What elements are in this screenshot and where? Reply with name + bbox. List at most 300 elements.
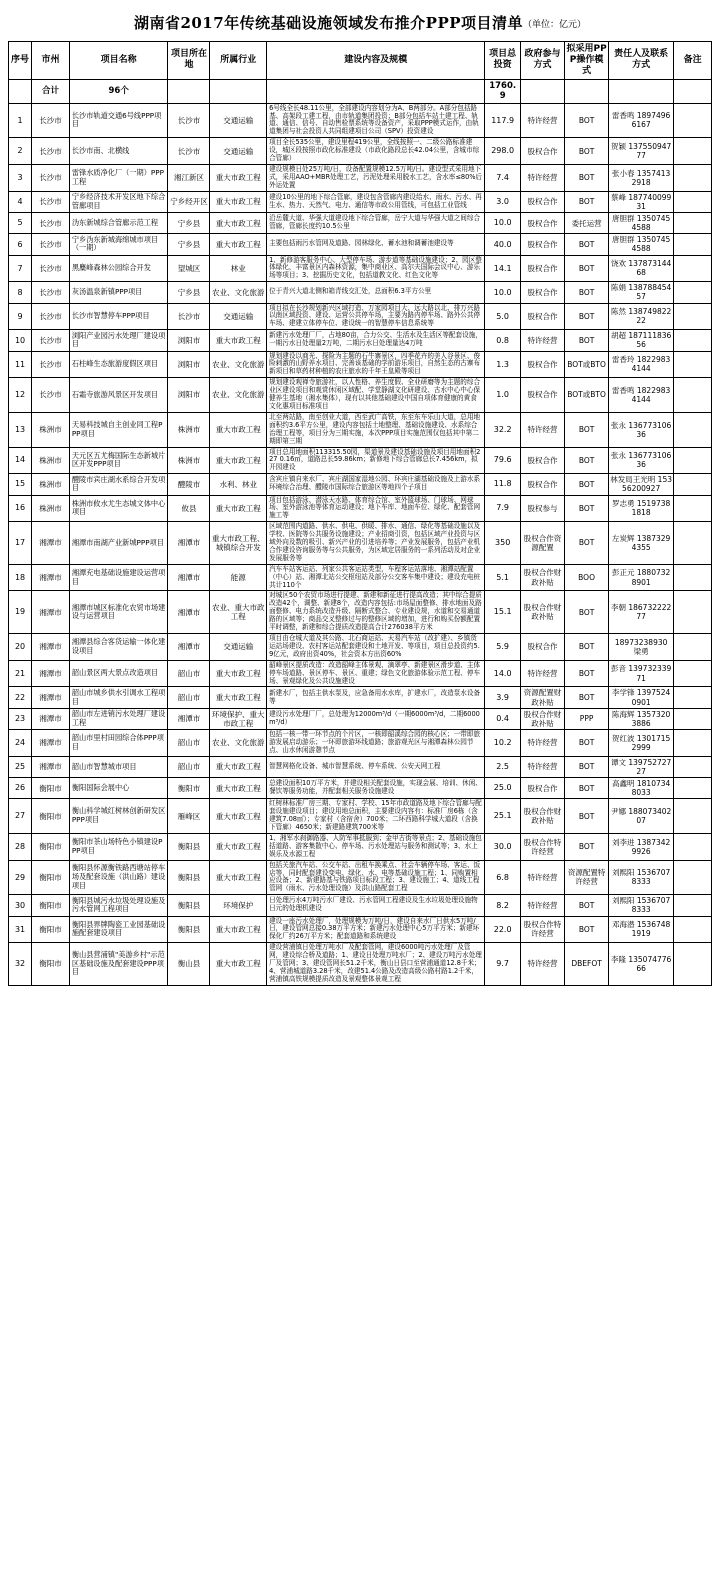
cell-desc: 建设营浦镇日处理万吨水厂及配套管网，建设6000吨污水处理厂及管网，建设综合桥及道路；1、建设日处理万吨水厂；2、建设万吨污水处理厂及管网；3、建设管网长51.2千米，衡山日县口至营浦通道12.8千米；4、营浦城道路3.28千米，改建51.4公路及改造高级公路村路1.2千米，营浦镇高铁规模提质改造及景观整体景观工程 bbox=[267, 943, 485, 986]
column-header-7: 政府参与方式 bbox=[521, 42, 565, 80]
cell-gov: 股权合作 bbox=[521, 447, 565, 474]
cell-industry: 重大市政工程、城镇综合开发 bbox=[210, 522, 267, 565]
column-header-5: 建设内容及规模 bbox=[267, 42, 485, 80]
cell-desc: 6号线全长48.11公里，全部建设内容划分为A、B两部分。A部分包括路基、高架段工建工程，由市轨道集团投资；B部分包括车站土建工程、轨道、通信、信号、自动售检票系统等设备资产，采取PPP模式运作，由轨道集团与社会投资人共同组建项目公司（SPV）投资建设 bbox=[267, 103, 485, 138]
column-header-4: 所属行业 bbox=[210, 42, 267, 80]
document-title-area bbox=[8, 6, 712, 41]
cell-contact: 刘熙阳 15367078333 bbox=[609, 895, 674, 916]
cell-gov: 资源配置财政补贴 bbox=[521, 687, 565, 708]
column-header-9: 责任人及联系方式 bbox=[609, 42, 674, 80]
cell-no: 19 bbox=[9, 591, 32, 634]
cell-no: 21 bbox=[9, 660, 32, 687]
cell-note bbox=[674, 591, 712, 634]
cell-amount: 117.9 bbox=[485, 103, 521, 138]
table-row bbox=[9, 447, 712, 474]
cell-amount: 2.5 bbox=[485, 756, 521, 777]
cell-amount: 298.0 bbox=[485, 138, 521, 165]
cell-desc: 韶峰景区提质改造：改造韶峰主体景观、滴翠亭、新建景区滑步道、主体停车场道路、景区停车、景区、重建；绿色文化旅游体验示范工程、停车场、景观绿化及公共设施建设 bbox=[267, 660, 485, 687]
table-row bbox=[9, 708, 712, 729]
cell-note bbox=[674, 212, 712, 233]
cell-no: 20 bbox=[9, 634, 32, 661]
cell-mode: BOT bbox=[565, 330, 609, 351]
cell-name: 衡山科学城红树林创新研发区PPP项目 bbox=[69, 799, 168, 834]
cell-note bbox=[674, 282, 712, 303]
cell-amount: 7.9 bbox=[485, 495, 521, 522]
cell-city: 株洲市 bbox=[32, 474, 70, 495]
table-row bbox=[9, 634, 712, 661]
cell-gov: 股权合作 bbox=[521, 351, 565, 378]
cell-city: 长沙市 bbox=[32, 191, 70, 212]
cell-loc: 韶山市 bbox=[168, 687, 210, 708]
cell-note bbox=[674, 164, 712, 191]
cell-mode: 委托运营 bbox=[565, 212, 609, 233]
cell-industry: 林业 bbox=[210, 255, 267, 282]
cell-desc: 日处理污水4万吨污水厂建设、污水管网工程建设及生水垃圾处理设施物日元的处理机建设 bbox=[267, 895, 485, 916]
cell-note bbox=[674, 191, 712, 212]
cell-amount: 14.1 bbox=[485, 255, 521, 282]
cell-mode: BOT bbox=[565, 799, 609, 834]
cell-contact: 高鑫明 18107348033 bbox=[609, 778, 674, 799]
cell-no: 23 bbox=[9, 708, 32, 729]
cell-city: 株洲市 bbox=[32, 412, 70, 447]
cell-note bbox=[674, 687, 712, 708]
cell-desc: 建设一座污水处理厂，处理规模为万吨/日，建设自来水厂日供水5万吨/日，建设管网总接0.38万平方米；新建污水处理中心5万平方米；新建环保化厂约26万平方米；配套道路和系统建设 bbox=[267, 916, 485, 943]
cell-name: 黑麋峰森林公园综合开发 bbox=[69, 255, 168, 282]
cell-note bbox=[674, 833, 712, 860]
cell-gov: 股权合作特许经营 bbox=[521, 916, 565, 943]
cell-loc: 长沙市 bbox=[168, 138, 210, 165]
cell-mode: BOT bbox=[565, 191, 609, 212]
cell-contact: 李隆 13507477666 bbox=[609, 943, 674, 986]
cell-amount: 10.0 bbox=[485, 212, 521, 233]
cell-desc: 项目包括游泳、潜泳天水路、体育综合馆、室外篮球场、门球场、网球场、室外游泳池等体育运动建设；地下车库、地面车位、绿化、配套管网施工等 bbox=[267, 495, 485, 522]
cell-industry: 重大市政工程 bbox=[210, 660, 267, 687]
cell-loc: 长沙市 bbox=[168, 103, 210, 138]
cell-name: 宁乡经济技术开发区地下综合管廊项目 bbox=[69, 191, 168, 212]
column-header-1: 市州 bbox=[32, 42, 70, 80]
cell-contact: 陈海辉 13573203886 bbox=[609, 708, 674, 729]
total-cell-2: 96个 bbox=[69, 79, 168, 103]
table-row bbox=[9, 255, 712, 282]
cell-city: 衡阳市 bbox=[32, 943, 70, 986]
cell-mode: BOT bbox=[565, 833, 609, 860]
cell-city: 长沙市 bbox=[32, 103, 70, 138]
total-cell-3 bbox=[168, 79, 210, 103]
cell-loc: 雁峰区 bbox=[168, 799, 210, 834]
cell-desc: 红树林标准厂房三期、专家村、学校、15年市政道路及地下综合管廊与配套设施建设项目；建设用地总面积，主要建设内容有：标准厂房6栋（含建筑7.08㎡）；专家村（含宿舍）700米；二环西路科学城大道段（含换下管廊）4650米；新建路建筑700米等 bbox=[267, 799, 485, 834]
table-row bbox=[9, 660, 712, 687]
cell-loc: 宁乡县 bbox=[168, 234, 210, 255]
cell-contact: 雷香玲 18229834144 bbox=[609, 351, 674, 378]
cell-contact: 谭文 13975272727 bbox=[609, 756, 674, 777]
cell-name: 株洲市攸水尤生态城文体中心项目 bbox=[69, 495, 168, 522]
cell-loc: 浏阳市 bbox=[168, 330, 210, 351]
cell-no: 2 bbox=[9, 138, 32, 165]
cell-loc: 宁乡县 bbox=[168, 282, 210, 303]
cell-industry: 重大市政工程 bbox=[210, 191, 267, 212]
cell-note bbox=[674, 351, 712, 378]
cell-name: 浏阳产业园污水处理厂建设项目 bbox=[69, 330, 168, 351]
cell-city: 湘潭市 bbox=[32, 687, 70, 708]
column-header-6: 项目总投资 bbox=[485, 42, 521, 80]
cell-desc: 规划建设观禅寺旅游社，以人性格、养生度假、全业研磨等为主题的综合业区建设项目和观赏休闲区域配、学堂静湖文化研建设、古水中心中心保健养生基地（湘水集体），现有以其他基础建设中国自项体育健康的黄食文化惠项目标准项目 bbox=[267, 378, 485, 413]
table-total-row bbox=[9, 79, 712, 103]
cell-amount: 1.0 bbox=[485, 378, 521, 413]
cell-city: 衡阳市 bbox=[32, 833, 70, 860]
cell-industry: 重大市政工程 bbox=[210, 860, 267, 895]
cell-loc: 宁乡县 bbox=[168, 212, 210, 233]
cell-amount: 7.4 bbox=[485, 164, 521, 191]
cell-no: 3 bbox=[9, 164, 32, 191]
cell-loc: 韶山市 bbox=[168, 756, 210, 777]
table-row bbox=[9, 799, 712, 834]
cell-industry: 农业、重大市政工程 bbox=[210, 591, 267, 634]
table-row bbox=[9, 756, 712, 777]
cell-city: 湘潭市 bbox=[32, 660, 70, 687]
cell-note bbox=[674, 708, 712, 729]
cell-mode: PPP bbox=[565, 708, 609, 729]
table-row bbox=[9, 303, 712, 330]
cell-note bbox=[674, 522, 712, 565]
cell-loc: 衡山县 bbox=[168, 943, 210, 986]
cell-loc: 湘潭市 bbox=[168, 708, 210, 729]
cell-industry: 环境保护、重大市政工程 bbox=[210, 708, 267, 729]
cell-note bbox=[674, 895, 712, 916]
cell-mode: BOT bbox=[565, 660, 609, 687]
cell-industry: 交通运输 bbox=[210, 103, 267, 138]
cell-name: 天元区五尤梅国际生态新城片区开发PPP项目 bbox=[69, 447, 168, 474]
cell-no: 32 bbox=[9, 943, 32, 986]
cell-mode: BOO bbox=[565, 564, 609, 591]
cell-amount: 10.2 bbox=[485, 730, 521, 757]
cell-contact: 雷香鸣 18229834144 bbox=[609, 378, 674, 413]
cell-city: 长沙市 bbox=[32, 303, 70, 330]
table-row bbox=[9, 234, 712, 255]
cell-amount: 350 bbox=[485, 522, 521, 565]
cell-amount: 79.6 bbox=[485, 447, 521, 474]
cell-gov: 股权合作 bbox=[521, 255, 565, 282]
cell-note bbox=[674, 943, 712, 986]
cell-amount: 3.9 bbox=[485, 687, 521, 708]
cell-city: 长沙市 bbox=[32, 164, 70, 191]
cell-mode: BOT bbox=[565, 756, 609, 777]
cell-city: 长沙市 bbox=[32, 330, 70, 351]
cell-contact: 左炭辉 13873294355 bbox=[609, 522, 674, 565]
cell-amount: 9.7 bbox=[485, 943, 521, 986]
cell-gov: 股权合作 bbox=[521, 282, 565, 303]
cell-contact: 张小春 13574132918 bbox=[609, 164, 674, 191]
cell-loc: 湘潭市 bbox=[168, 564, 210, 591]
table-row bbox=[9, 522, 712, 565]
cell-city: 湘潭市 bbox=[32, 730, 70, 757]
table-row bbox=[9, 916, 712, 943]
cell-amount: 32.2 bbox=[485, 412, 521, 447]
cell-city: 长沙市 bbox=[32, 212, 70, 233]
cell-city: 衡阳市 bbox=[32, 799, 70, 834]
cell-loc: 攸县 bbox=[168, 495, 210, 522]
cell-no: 14 bbox=[9, 447, 32, 474]
cell-name: 石霜寺旅游风景区开发项目 bbox=[69, 378, 168, 413]
cell-amount: 25.1 bbox=[485, 799, 521, 834]
cell-note bbox=[674, 778, 712, 799]
cell-industry: 重大市政工程 bbox=[210, 799, 267, 834]
table-row bbox=[9, 860, 712, 895]
cell-amount: 22.0 bbox=[485, 916, 521, 943]
cell-mode: BOT bbox=[565, 303, 609, 330]
cell-contact: 雷香鸣 18974966167 bbox=[609, 103, 674, 138]
cell-note bbox=[674, 447, 712, 474]
cell-amount: 15.1 bbox=[485, 591, 521, 634]
cell-mode: BOT bbox=[565, 591, 609, 634]
cell-no: 25 bbox=[9, 756, 32, 777]
cell-desc: 1、新修游客服务中心、大型停车场、游步道等基础设施建设；2、园区整体绿化，丰富景区内森林资源，集中商业区、高尔夫国际会议中心、游乐场等项目；3、挖掘历史文化，包括道教文化、红色文化等 bbox=[267, 255, 485, 282]
cell-name: 宁乡沩东新城海绵城市项目（一期） bbox=[69, 234, 168, 255]
cell-gov: 股权合作 bbox=[521, 212, 565, 233]
cell-desc: 新建污水处理厂厂，占地80亩，合力公交、生活水及生活区等配套设施，一期污水日处理量2万吨，二期污水日处理量达4万吨 bbox=[267, 330, 485, 351]
cell-mode: BOT bbox=[565, 164, 609, 191]
cell-name: 衡阳市茶山场特色小镇建设PPP项目 bbox=[69, 833, 168, 860]
cell-gov: 股权合作 bbox=[521, 634, 565, 661]
table-row bbox=[9, 412, 712, 447]
cell-industry: 交通运输 bbox=[210, 138, 267, 165]
cell-industry: 重大市政工程 bbox=[210, 164, 267, 191]
column-header-8: 拟采用PPP操作模式 bbox=[565, 42, 609, 80]
cell-amount: 3.0 bbox=[485, 191, 521, 212]
cell-name: 韶山市左进销污水处理厂建设工程 bbox=[69, 708, 168, 729]
cell-contact: 罗志勇 15197381818 bbox=[609, 495, 674, 522]
cell-no: 15 bbox=[9, 474, 32, 495]
cell-note bbox=[674, 378, 712, 413]
cell-city: 长沙市 bbox=[32, 234, 70, 255]
table-row bbox=[9, 138, 712, 165]
cell-mode: BOT或BTO bbox=[565, 351, 609, 378]
cell-loc: 醴陵市 bbox=[168, 474, 210, 495]
cell-name: 衡阳县界牌陶瓷工业园基础设施配套建设项目 bbox=[69, 916, 168, 943]
cell-no: 5 bbox=[9, 212, 32, 233]
cell-note bbox=[674, 660, 712, 687]
cell-gov: 股权合作财政补贴 bbox=[521, 591, 565, 634]
table-row bbox=[9, 895, 712, 916]
cell-desc: 总建设面积10万平方米，并建设相关配套设施，实现会展、培训、休闲、餐饮等服务功能，并配套相关服务设施建设 bbox=[267, 778, 485, 799]
cell-gov: 股权合作资源配置 bbox=[521, 522, 565, 565]
cell-industry: 环境保护 bbox=[210, 895, 267, 916]
cell-industry: 重大市政工程 bbox=[210, 234, 267, 255]
cell-gov: 股权合作 bbox=[521, 303, 565, 330]
cell-city: 湘潭市 bbox=[32, 591, 70, 634]
cell-note bbox=[674, 330, 712, 351]
cell-contact: 张永 13677310636 bbox=[609, 412, 674, 447]
cell-mode: BOT bbox=[565, 522, 609, 565]
cell-contact: 刘李进 13873429926 bbox=[609, 833, 674, 860]
cell-no: 30 bbox=[9, 895, 32, 916]
cell-industry: 交通运输 bbox=[210, 303, 267, 330]
cell-mode: DBEFOT bbox=[565, 943, 609, 986]
cell-no: 17 bbox=[9, 522, 32, 565]
cell-city: 衡阳市 bbox=[32, 895, 70, 916]
cell-gov: 股权合作财政补贴 bbox=[521, 708, 565, 729]
cell-loc: 湘潭市 bbox=[168, 634, 210, 661]
cell-mode: BOT bbox=[565, 474, 609, 495]
cell-industry: 重大市政工程 bbox=[210, 778, 267, 799]
cell-contact: 李朝 18673222277 bbox=[609, 591, 674, 634]
cell-gov: 特许经营 bbox=[521, 103, 565, 138]
cell-desc: 规划建设以商光、探险为主题的石牛寨景区，四季花卉的美人谷景区、俊险刺激的山野养水项目、完善该基础的学前游乐项目，自然生态的古寨布新项目和草药材种植的农庄旅水的千年王皇殿等项目 bbox=[267, 351, 485, 378]
cell-name: 衡山县营浦镇"美游乡村"示范区基础设施及配套建设PPP项目 bbox=[69, 943, 168, 986]
cell-loc: 韶山市 bbox=[168, 660, 210, 687]
total-cell-10 bbox=[674, 79, 712, 103]
cell-no: 31 bbox=[9, 916, 32, 943]
cell-no: 28 bbox=[9, 833, 32, 860]
cell-name: 湘潭市南湖产业新城PPP项目 bbox=[69, 522, 168, 565]
cell-loc: 衡阳县 bbox=[168, 833, 210, 860]
cell-no: 16 bbox=[9, 495, 32, 522]
cell-desc: 位于青兴大道北侧和箱青线交汇处，总面积6.3平方公里 bbox=[267, 282, 485, 303]
cell-gov: 特许经营 bbox=[521, 412, 565, 447]
cell-city: 衡阳市 bbox=[32, 916, 70, 943]
cell-desc: 1、湘军水刹御路器、人防军事抵服到；金甲古街等景点；2、基础设施包括道路、游客集散中心、停车场、污水处理站与服务和测试等；3、水上娱乐及水源工程 bbox=[267, 833, 485, 860]
cell-loc: 衡阳县 bbox=[168, 860, 210, 895]
cell-name: 湘潭充电基础设施建设运营项目 bbox=[69, 564, 168, 591]
column-header-3: 项目所在地 bbox=[168, 42, 210, 80]
cell-mode: BOT bbox=[565, 634, 609, 661]
column-header-0: 序号 bbox=[9, 42, 32, 80]
cell-desc: 项目拟在长沙规划新兴区域打造、万家园项目大、远大路以北、排万兴路以南区域投资、建设、运营公共停车场，主要为路内停车场、路外公共停车场、建建立体停车位、建设统一的智慧停车信息系统等 bbox=[267, 303, 485, 330]
cell-amount: 0.4 bbox=[485, 708, 521, 729]
total-cell-9 bbox=[609, 79, 674, 103]
cell-loc: 衡阳县 bbox=[168, 916, 210, 943]
cell-gov: 特许经营 bbox=[521, 756, 565, 777]
cell-city: 株洲市 bbox=[32, 495, 70, 522]
cell-note bbox=[674, 634, 712, 661]
table-header bbox=[9, 42, 712, 80]
cell-name: 天易科技城自主创业同工程PPP项目 bbox=[69, 412, 168, 447]
cell-desc: 项目全长535公里，建设里程419公里，全线按照一、二级公路标准建设，城区段按照市政化标准建设（市政化路段总长42.04公里，含城市综合管廊） bbox=[267, 138, 485, 165]
cell-city: 湘潭市 bbox=[32, 564, 70, 591]
cell-name: 衡阳县怀源衡铁路西塘站停车场及配套设施（洪山路）建设项目 bbox=[69, 860, 168, 895]
cell-contact: 尹娜 18807340207 bbox=[609, 799, 674, 834]
cell-note bbox=[674, 799, 712, 834]
cell-gov: 股权合作 bbox=[521, 191, 565, 212]
cell-mode: BOT bbox=[565, 412, 609, 447]
cell-amount: 30.0 bbox=[485, 833, 521, 860]
cell-name: 雷锋水质净化厂（一期）PPP工程 bbox=[69, 164, 168, 191]
cell-desc: 北至两站路，南至创业大道，西至武广高铁，东至东车乐山大道，总用地面积约3.6平方公里，建设内容包括土地整理、基础设施建设、水系综合治理工程等，项目分为三期实施，本次PPP项目实施范围仅包括其中第二期即第三期 bbox=[267, 412, 485, 447]
cell-gov: 特许经营 bbox=[521, 660, 565, 687]
cell-desc: 建设规模日处25万吨/日，设备配置规模12.5万吨/日。建设型式采用地下式，采用AAO+MBR处理工艺，污泥处理采用脱水工艺，含水率≤80%后外运处置 bbox=[267, 164, 485, 191]
cell-mode: BOT bbox=[565, 730, 609, 757]
cell-mode: BOT bbox=[565, 495, 609, 522]
cell-loc: 衡阳市 bbox=[168, 778, 210, 799]
cell-note bbox=[674, 234, 712, 255]
cell-name: 醴陵市宾庄湖水系综合开发项目 bbox=[69, 474, 168, 495]
cell-mode: BOT bbox=[565, 255, 609, 282]
table-row bbox=[9, 495, 712, 522]
cell-no: 7 bbox=[9, 255, 32, 282]
cell-name: 湘潭县综合客货运输一体化建设项目 bbox=[69, 634, 168, 661]
cell-contact: 饶欢 13787314468 bbox=[609, 255, 674, 282]
cell-loc: 长沙市 bbox=[168, 303, 210, 330]
cell-gov: 特许经营 bbox=[521, 943, 565, 986]
cell-amount: 5.0 bbox=[485, 303, 521, 330]
cell-note bbox=[674, 474, 712, 495]
cell-city: 湘潭市 bbox=[32, 522, 70, 565]
cell-amount: 25.0 bbox=[485, 778, 521, 799]
cell-contact: 贺红波 13017152999 bbox=[609, 730, 674, 757]
cell-industry: 重大市政工程 bbox=[210, 212, 267, 233]
cell-no: 27 bbox=[9, 799, 32, 834]
cell-gov: 特许经营 bbox=[521, 730, 565, 757]
cell-mode: BOT bbox=[565, 447, 609, 474]
cell-amount: 10.0 bbox=[485, 282, 521, 303]
cell-mode: BOT或BTO bbox=[565, 378, 609, 413]
cell-industry: 重大市政工程 bbox=[210, 447, 267, 474]
cell-loc: 湘潭市 bbox=[168, 522, 210, 565]
cell-loc: 株洲市 bbox=[168, 447, 210, 474]
cell-name: 衡阳县城污水垃圾处理设施及污水管网工程项目 bbox=[69, 895, 168, 916]
cell-no: 9 bbox=[9, 303, 32, 330]
cell-desc: 智慧网格化设备、城市智慧系统、停车系统、公安天网工程 bbox=[267, 756, 485, 777]
cell-note bbox=[674, 564, 712, 591]
cell-industry: 重大市政工程 bbox=[210, 330, 267, 351]
cell-no: 6 bbox=[9, 234, 32, 255]
cell-industry: 重大市政工程 bbox=[210, 943, 267, 986]
table-row bbox=[9, 330, 712, 351]
cell-name: 石柱峰生态旅游度假区项目 bbox=[69, 351, 168, 378]
cell-mode: 资源配置特许经营 bbox=[565, 860, 609, 895]
cell-name: 韶山市智慧城市项目 bbox=[69, 756, 168, 777]
cell-desc: 项目由仓城大道及其公路、北石商运站、天易汽车站（改扩建）、乡镇货运站场建设、农村客运站配套建设和土地开发、等项目，项目总投资约5.9亿元，政府出资40%，社会资本方出资60% bbox=[267, 634, 485, 661]
cell-gov: 特许经营 bbox=[521, 895, 565, 916]
cell-no: 18 bbox=[9, 564, 32, 591]
cell-city: 衡阳市 bbox=[32, 860, 70, 895]
cell-gov: 特许经营 bbox=[521, 330, 565, 351]
cell-contact: 贺颖 13755094777 bbox=[609, 138, 674, 165]
cell-no: 29 bbox=[9, 860, 32, 895]
cell-no: 26 bbox=[9, 778, 32, 799]
cell-no: 8 bbox=[9, 282, 32, 303]
cell-name: 湘潭市城区标准化农贸市场建设与运营项目 bbox=[69, 591, 168, 634]
cell-contact: 唐胆群 13507454588 bbox=[609, 234, 674, 255]
cell-contact: 18973238930 梁勇 bbox=[609, 634, 674, 661]
cell-name: 韶山市里村田园综合体PPP项目 bbox=[69, 730, 168, 757]
cell-loc: 韶山市 bbox=[168, 730, 210, 757]
cell-desc: 对城区50个农贸市场进行提建、新建和新征进行提高改造；其中综合提质改造42个，调整、新建8个，改造内容包括:市场屋面整修、排水地面及路面整修、电力系统改造升级、隔断式整合、专业建设规，水道和交易通道路的区域等；商品交叉整修过与的整修区域的增加，进行和购买份额配置平时调整，新建和综合提质改造提高合计276038平方米 bbox=[267, 591, 485, 634]
cell-desc: 区域范围内道路、供水、供电、供暖、排水、通信、绿化等基础设施以及学校、医院等公共服务设施建设；产业招商引资，包括区域产业投资与区域外向及数的吸引、新兴产业的引进培养等；产业发展服务，包括产业机合作建设咨询服务等与公共服务，为区域定居服务的一系列活动及对企业发展服务等 bbox=[267, 522, 485, 565]
cell-loc: 湘江新区 bbox=[168, 164, 210, 191]
cell-mode: BOT bbox=[565, 282, 609, 303]
unit-note: （单位：亿元） bbox=[523, 20, 587, 30]
table-row bbox=[9, 474, 712, 495]
cell-mode: BOT bbox=[565, 687, 609, 708]
cell-contact: 林发局王光明 15356200927 bbox=[610, 475, 672, 494]
cell-mode: BOT bbox=[565, 916, 609, 943]
cell-no: 1 bbox=[9, 103, 32, 138]
table-row bbox=[9, 833, 712, 860]
cell-city: 湘潭市 bbox=[32, 756, 70, 777]
cell-city: 湘潭市 bbox=[32, 708, 70, 729]
cell-city: 株洲市 bbox=[32, 447, 70, 474]
cell-city: 长沙市 bbox=[32, 351, 70, 378]
cell-amount: 5.1 bbox=[485, 564, 521, 591]
ppp-project-table bbox=[8, 41, 712, 986]
cell-desc: 包括一核一带一环节点的个片区，一核即韶溪综合园的核心区；一带即旅游发展启动游乐；一环即旅游环线道路；旅游观光区与湘潭森林公园节点、山水休闲游憩节点 bbox=[267, 730, 485, 757]
cell-gov: 股权合作 bbox=[521, 378, 565, 413]
cell-contact: 唐胆群 13507454588 bbox=[609, 212, 674, 233]
cell-contact: 彭正元 18807328901 bbox=[609, 564, 674, 591]
cell-no: 4 bbox=[9, 191, 32, 212]
cell-name: 长沙市南、北横线 bbox=[69, 138, 168, 165]
cell-loc: 株洲市 bbox=[168, 412, 210, 447]
